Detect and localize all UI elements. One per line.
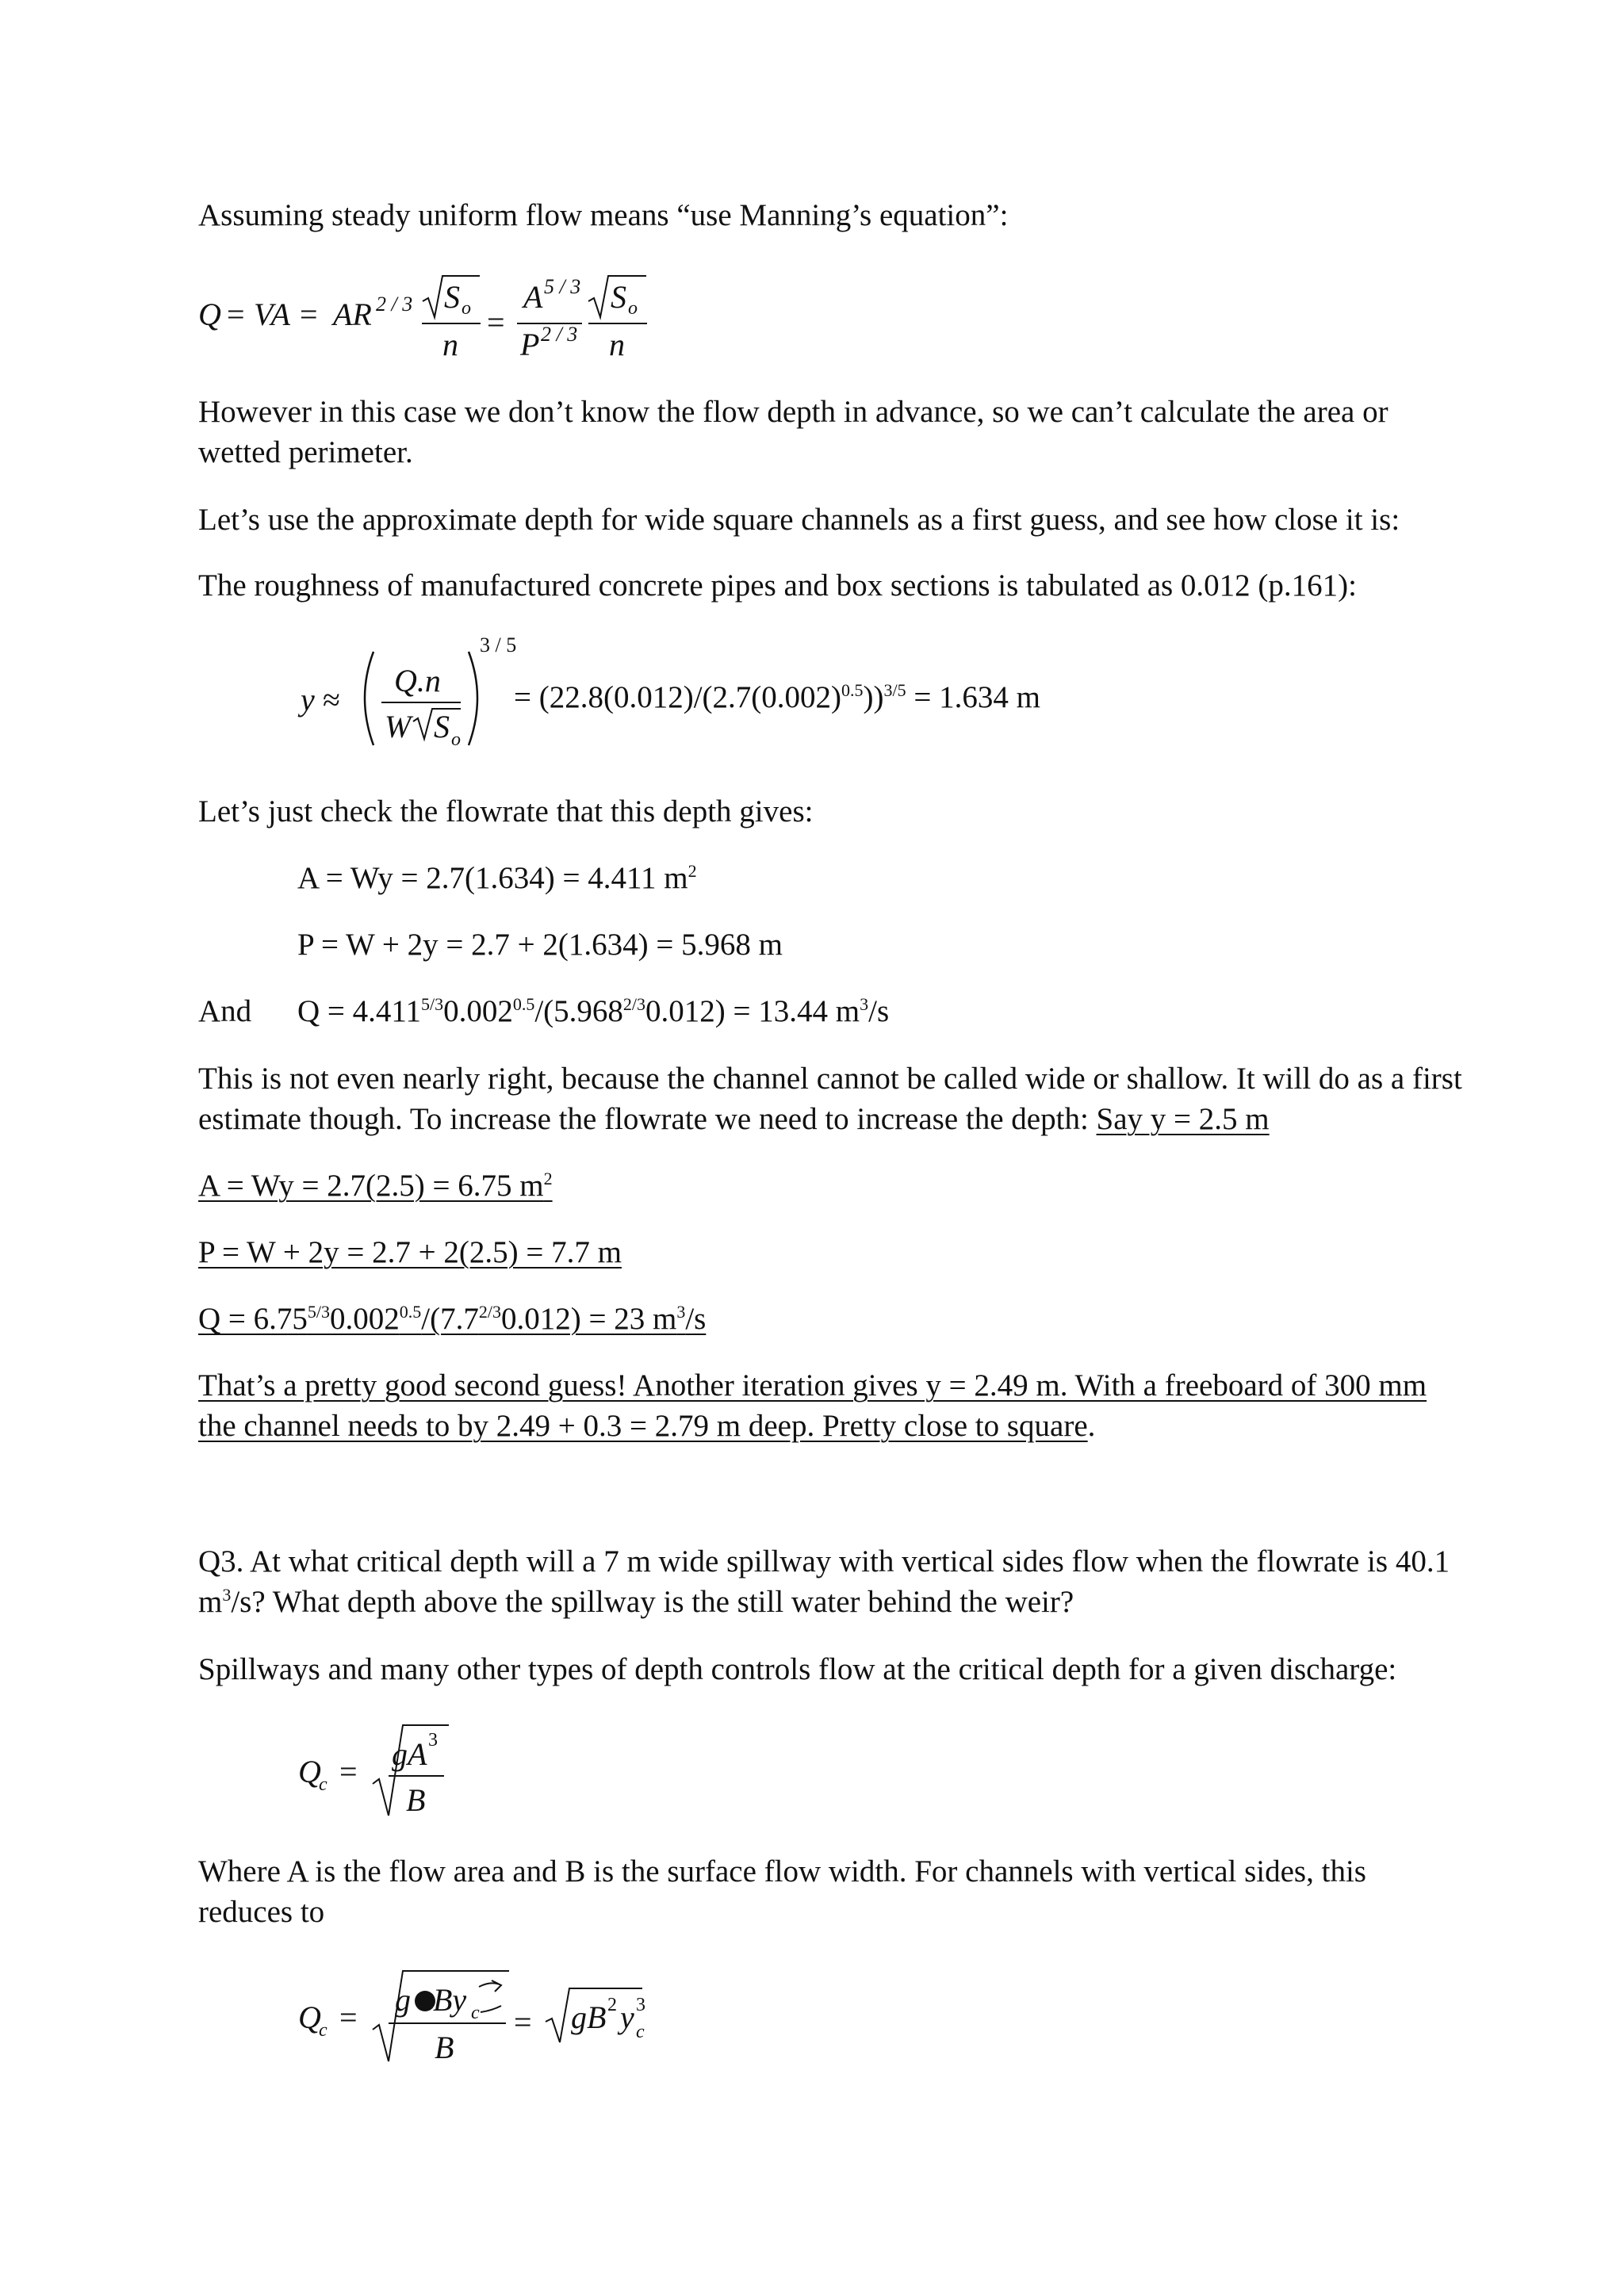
- para-9-line-2: estimate though. To increase the flowrate we need to increase the depth: Say y = 2.5 m: [198, 1102, 1270, 1136]
- svg-text:B: B: [435, 2030, 454, 2065]
- svg-text:3: 3: [428, 1730, 438, 1751]
- svg-text:c: c: [319, 2020, 327, 2041]
- svg-text:gB: gB: [571, 1999, 607, 2035]
- svg-text:y: y: [301, 682, 315, 718]
- svg-text:n: n: [442, 327, 458, 362]
- svg-text:=: =: [300, 297, 318, 332]
- svg-text:S: S: [611, 279, 626, 315]
- svg-text:Q.n: Q.n: [394, 663, 441, 698]
- svg-text:gA: gA: [392, 1736, 427, 1772]
- svg-text:S: S: [434, 709, 450, 744]
- svg-text:A: A: [523, 279, 543, 315]
- para-13-line-2: the channel needs to by 2.49 + 0.3 = 2.79 m deep. Pretty close to square.: [198, 1409, 1096, 1443]
- svg-text:Q: Q: [198, 297, 221, 332]
- svg-text:=: =: [487, 304, 505, 340]
- svg-text:3: 3: [636, 1995, 645, 2015]
- svg-text:c: c: [636, 2022, 645, 2042]
- svg-text:y: y: [620, 1999, 634, 2035]
- svg-text:2 / 3: 2 / 3: [376, 293, 413, 316]
- svg-text:W: W: [385, 709, 412, 744]
- critical-flow-equation: [293, 1712, 468, 1835]
- svg-text:By: By: [433, 1982, 467, 2018]
- calc2-flowrate: $Q = 6.75^{5/3}0.002^{0.5}/(7.7^{2/3}0.012) = 23$ $m^3/s$: [198, 1302, 707, 1336]
- svg-text:o: o: [462, 298, 471, 319]
- svg-text:3 / 5: 3 / 5: [480, 634, 517, 656]
- calc1-flowrate: $Q = 4.411^{5/3}0.002^{0.5}/(5.968^{2/3}0.012) = 13.44$ $m^3/s$: [297, 994, 890, 1028]
- calc2-perimeter: P = W + 2y = 2.7 + 2(2.5) = 7.7 m: [198, 1235, 622, 1269]
- question-3-line-1: Q3. At what critical depth will a 7 m wide spillway with vertical sides flow when the flowrate is 40.1: [198, 1544, 1450, 1578]
- para-9-line-1: This is not even nearly right, because the channel cannot be called wide or shallow. It will do as a first: [198, 1062, 1462, 1096]
- para-4: The roughness of manufactured concrete pipes and box sections is tabulated as 0.012 (p.161):: [198, 568, 1357, 603]
- para-5: Let’s just check the flowrate that this depth gives:: [198, 794, 814, 828]
- critical-flow-reduced-equation: [293, 1958, 658, 2081]
- para-14: Spillways and many other types of depth controls flow at the critical depth for a given discharge:: [198, 1652, 1397, 1686]
- svg-text:2 / 3: 2 / 3: [541, 323, 578, 346]
- svg-text:P: P: [520, 327, 540, 362]
- svg-text:c: c: [319, 1774, 327, 1795]
- svg-text:o: o: [628, 298, 638, 319]
- intro-line: Assuming steady uniform flow means “use Manning’s equation”:: [198, 198, 1009, 232]
- calc1-perimeter: P = W + 2y = 2.7 + 2(1.634) = 5.968 m: [297, 928, 783, 962]
- svg-text:S: S: [444, 279, 460, 315]
- para-13-line-1: That’s a pretty good second guess! Another iteration gives y = 2.49 m. With a freeboard of 300 mm: [198, 1368, 1427, 1402]
- svg-text:B: B: [406, 1782, 426, 1818]
- svg-text:2: 2: [607, 1995, 617, 2015]
- calc1-area: A = Wy = 2.7(1.634) = 4.411 $m^2$: [297, 861, 697, 895]
- calc2-area: A = Wy = 2.7(2.5) = 6.75 $m^2$: [198, 1169, 553, 1203]
- svg-text:≈: ≈: [323, 682, 340, 718]
- svg-text:n: n: [609, 327, 625, 362]
- svg-text:=: =: [514, 2004, 532, 2040]
- svg-text:=: =: [227, 297, 245, 332]
- question-3-line-2: $m^3/s$? What depth above the spillway is the still water behind the weir?: [198, 1585, 1074, 1619]
- and-label: And: [198, 994, 252, 1028]
- para-15-line-1: Where A is the flow area and B is the surface flow width. For channels with vertical sides, this: [198, 1854, 1366, 1888]
- depth-approx-equation: [297, 634, 519, 765]
- svg-text:Q: Q: [298, 1754, 321, 1789]
- svg-text:g: g: [395, 1982, 411, 2018]
- svg-text:=: =: [339, 1999, 358, 2035]
- para-2-line-2: wetted perimeter.: [198, 435, 413, 469]
- manning-equation: [198, 262, 658, 369]
- svg-text:AR: AR: [333, 297, 372, 332]
- svg-text:o: o: [451, 729, 461, 750]
- svg-text:5 / 3: 5 / 3: [544, 275, 581, 298]
- svg-text:Q: Q: [298, 1999, 321, 2035]
- svg-text:=: =: [339, 1754, 358, 1789]
- svg-text:VA: VA: [254, 297, 290, 332]
- depth-approx-result: = $(22.8(0.012)/(2.7(0.002)^{0.5}))^{3/5} = 1.634$ m: [514, 680, 1040, 714]
- para-3: Let’s use the approximate depth for wide square channels as a first guess, and see how close it is:: [198, 503, 1400, 537]
- para-15-line-2: reduces to: [198, 1895, 325, 1929]
- para-2-line-1: However in this case we don’t know the flow depth in advance, so we can’t calculate the area or: [198, 395, 1388, 429]
- svg-text:c: c: [471, 2003, 480, 2023]
